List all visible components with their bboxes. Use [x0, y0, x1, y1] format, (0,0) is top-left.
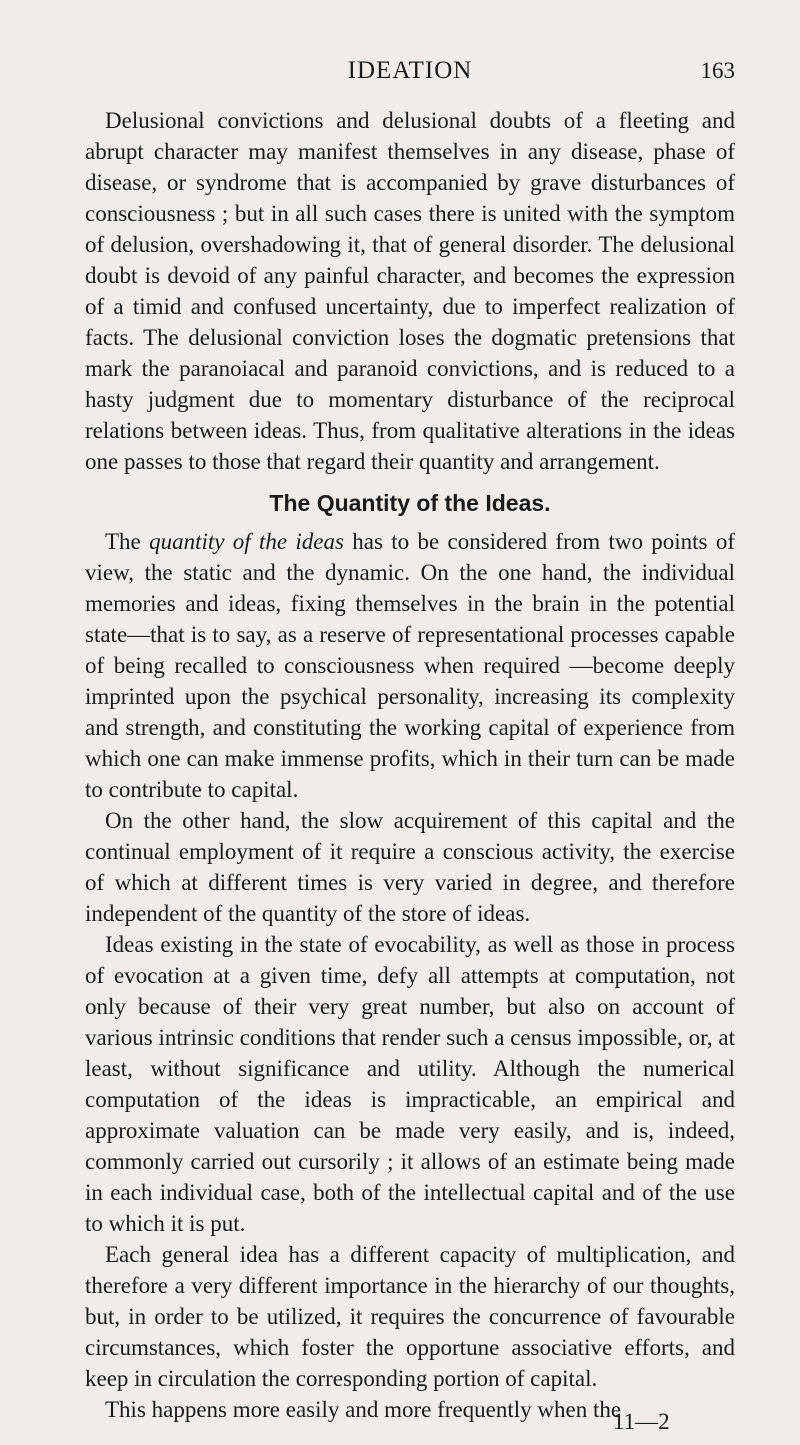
body-text — [85, 105, 735, 1425]
running-head — [85, 56, 735, 86]
signature-mark: 11—2 — [613, 1409, 670, 1434]
paragraph-2 — [85, 526, 735, 805]
paragraph-4: Ideas existing in the state of evocability, as well as those in process of evocation at a given time, defy all attempts at computation, not only because of their very great number, but also on account of various intrinsic conditions that render such a census impossible, or, at least, without significance and utility. Although the numerical computation of the ideas is impracticable, an empirical and approximate valuation can be made very easily, and is, indeed, commonly carried out cursorily ; it allows of an estimate being made in each individual case, both of the intellectual capital and of the use to which it is put. — [85, 932, 735, 1236]
paragraph-3: On the other hand, the slow acquirement of this capital and the continual employment of it require a conscious activity, the exercise of which at different times is very varied in degree, and therefore independent of the quantity of the store of ideas. — [85, 808, 735, 926]
paragraph-2-prefix: The — [105, 529, 150, 554]
paragraph-6: This happens more easily and more frequently when the — [105, 1397, 622, 1422]
paragraph-2-rest: has to be considered from two points of view, the static and the dynamic. On the one hand, the individual memories and ideas, fixing themselves in the brain in the potential state—that is to say, as a reserve of representational processes capable of being recalled to consciousness when required —become deeply imprinted upon the psychical personality, increasing its complexity and strength, and constituting the working capital of experience from which one can make immense profits, which in their turn can be made to contribute to capital. — [85, 529, 735, 802]
paragraph-1: Delusional convictions and delusional doubts of a fleeting and abrupt character may manifest themselves in any disease, phase of disease, or syndrome that is accompanied by grave disturbances of consciousness ; but in all such cases there is united with the symptom of delusion, overshadowing it, that of general disorder. The delusional doubt is devoid of any painful character, and becomes the expression of a timid and confused uncertainty, due to imperfect realization of facts. The delusional conviction loses the dogmatic pretensions that mark the paranoiacal and paranoid convictions, and is reduced to a hasty judgment due to momentary disturbance of the reciprocal relations between ideas. Thus, from qualitative alterations in the ideas one passes to those that regard their quantity and arrangement. — [85, 108, 735, 474]
page-number: 163 — [700, 58, 735, 83]
section-heading: The Quantity of the Ideas. — [269, 490, 551, 516]
paragraph-5: Each general idea has a different capacity of multiplication, and therefore a very different importance in the hierarchy of our thoughts, but, in order to be utilized, it requires the concurrence of favourable circumstances, which foster the opportune associative efforts, and keep in circulation the corresponding portion of capital. — [85, 1242, 735, 1391]
running-title: IDEATION — [347, 57, 473, 84]
paragraph-2-emphasis: quantity of the ideas — [149, 529, 344, 554]
